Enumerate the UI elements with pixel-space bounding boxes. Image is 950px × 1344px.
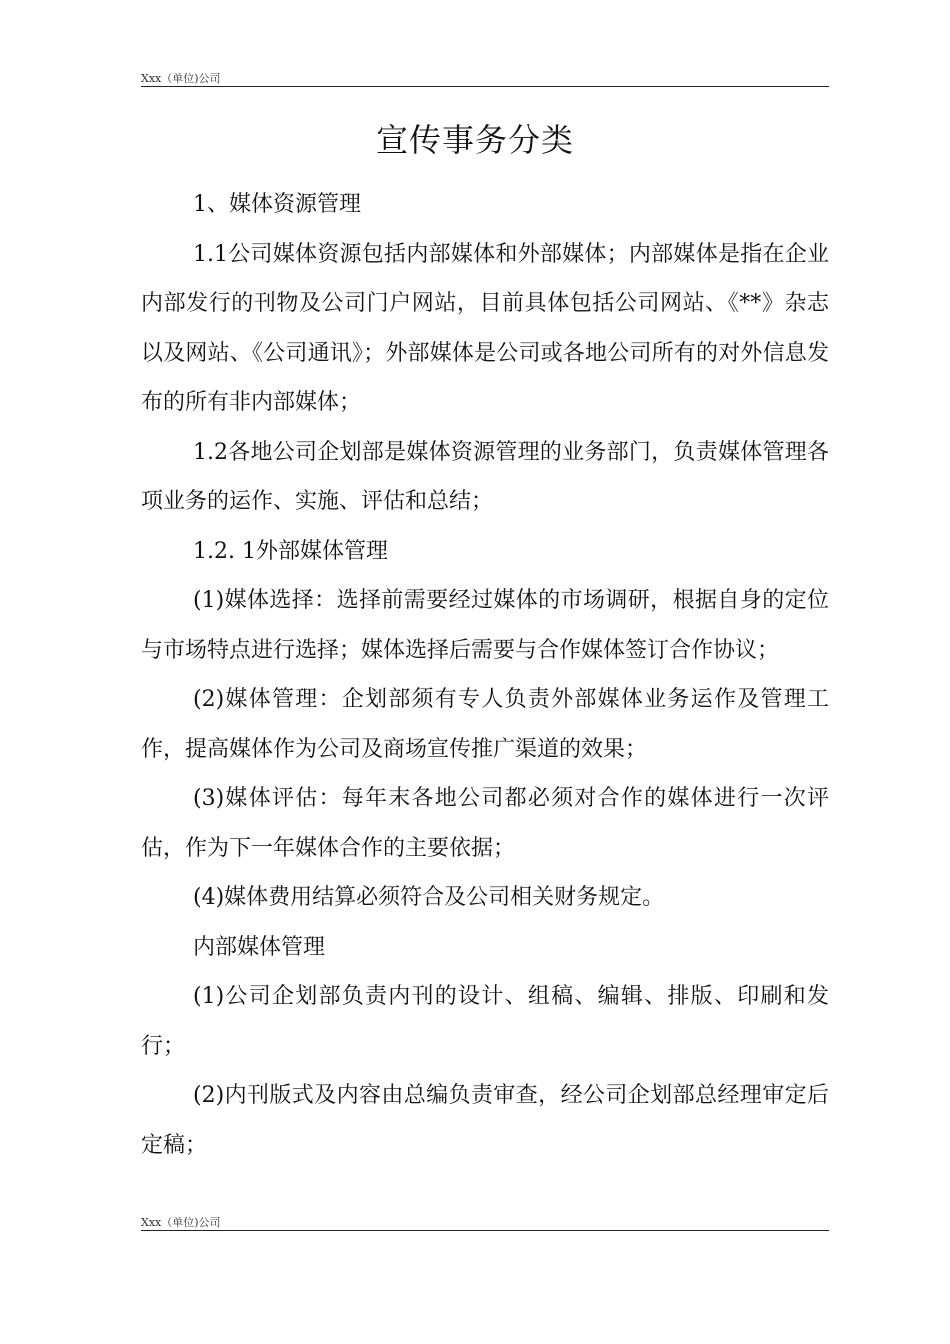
paragraph-1-1: 1.1公司媒体资源包括内部媒体和外部媒体；内部媒体是指在企业内部发行的刊物及公司门户网站，目前具体包括公司网站、《**》杂志以及网站、《公司通讯》；外部媒体是公司或各地公司所有的对外信息发布的所有非内部媒体；	[141, 241, 829, 415]
list-item-media-management: (2)媒体管理：企划部须有专人负责外部媒体业务运作及管理工作，提高媒体作为公司及商场宣传推广渠道的效果；	[141, 687, 829, 762]
subheading-external-media: 1.2. 1外部媒体管理	[193, 538, 388, 564]
section-heading-media-resources: 1、媒体资源管理	[193, 192, 361, 217]
paragraph-1-2: 1.2各地公司企划部是媒体资源管理的业务部门，负责媒体管理各项业务的运作、实施、评估和总结；	[141, 439, 829, 514]
footer-rule	[141, 1230, 829, 1231]
list-item-media-expense: (4)媒体费用结算必须符合及公司相关财务规定。	[193, 885, 665, 910]
running-footer: Xxx（单位)公司	[141, 1216, 221, 1229]
list-item-internal-review: (2)内刊版式及内容由总编负责审查，经公司企划部总经理审定后定稿；	[141, 1083, 829, 1158]
list-item-media-selection: (1)媒体选择：选择前需要经过媒体的市场调研，根据自身的定位与市场特点进行选择；媒体选择后需要与合作媒体签订合作协议；	[141, 588, 829, 663]
document-body	[141, 180, 829, 1170]
header-rule	[141, 86, 829, 87]
running-header: Xxx（单位)公司	[141, 72, 221, 85]
list-item-internal-publication: (1)公司企划部负责内刊的设计、组稿、编辑、排版、印刷和发行；	[141, 984, 829, 1059]
subheading-internal-media: 内部媒体管理	[193, 934, 326, 960]
document-title: 宣传事务分类	[375, 121, 574, 159]
list-item-media-evaluation: (3)媒体评估：每年末各地公司都必须对合作的媒体进行一次评估，作为下一年媒体合作的主要依据；	[141, 786, 829, 861]
